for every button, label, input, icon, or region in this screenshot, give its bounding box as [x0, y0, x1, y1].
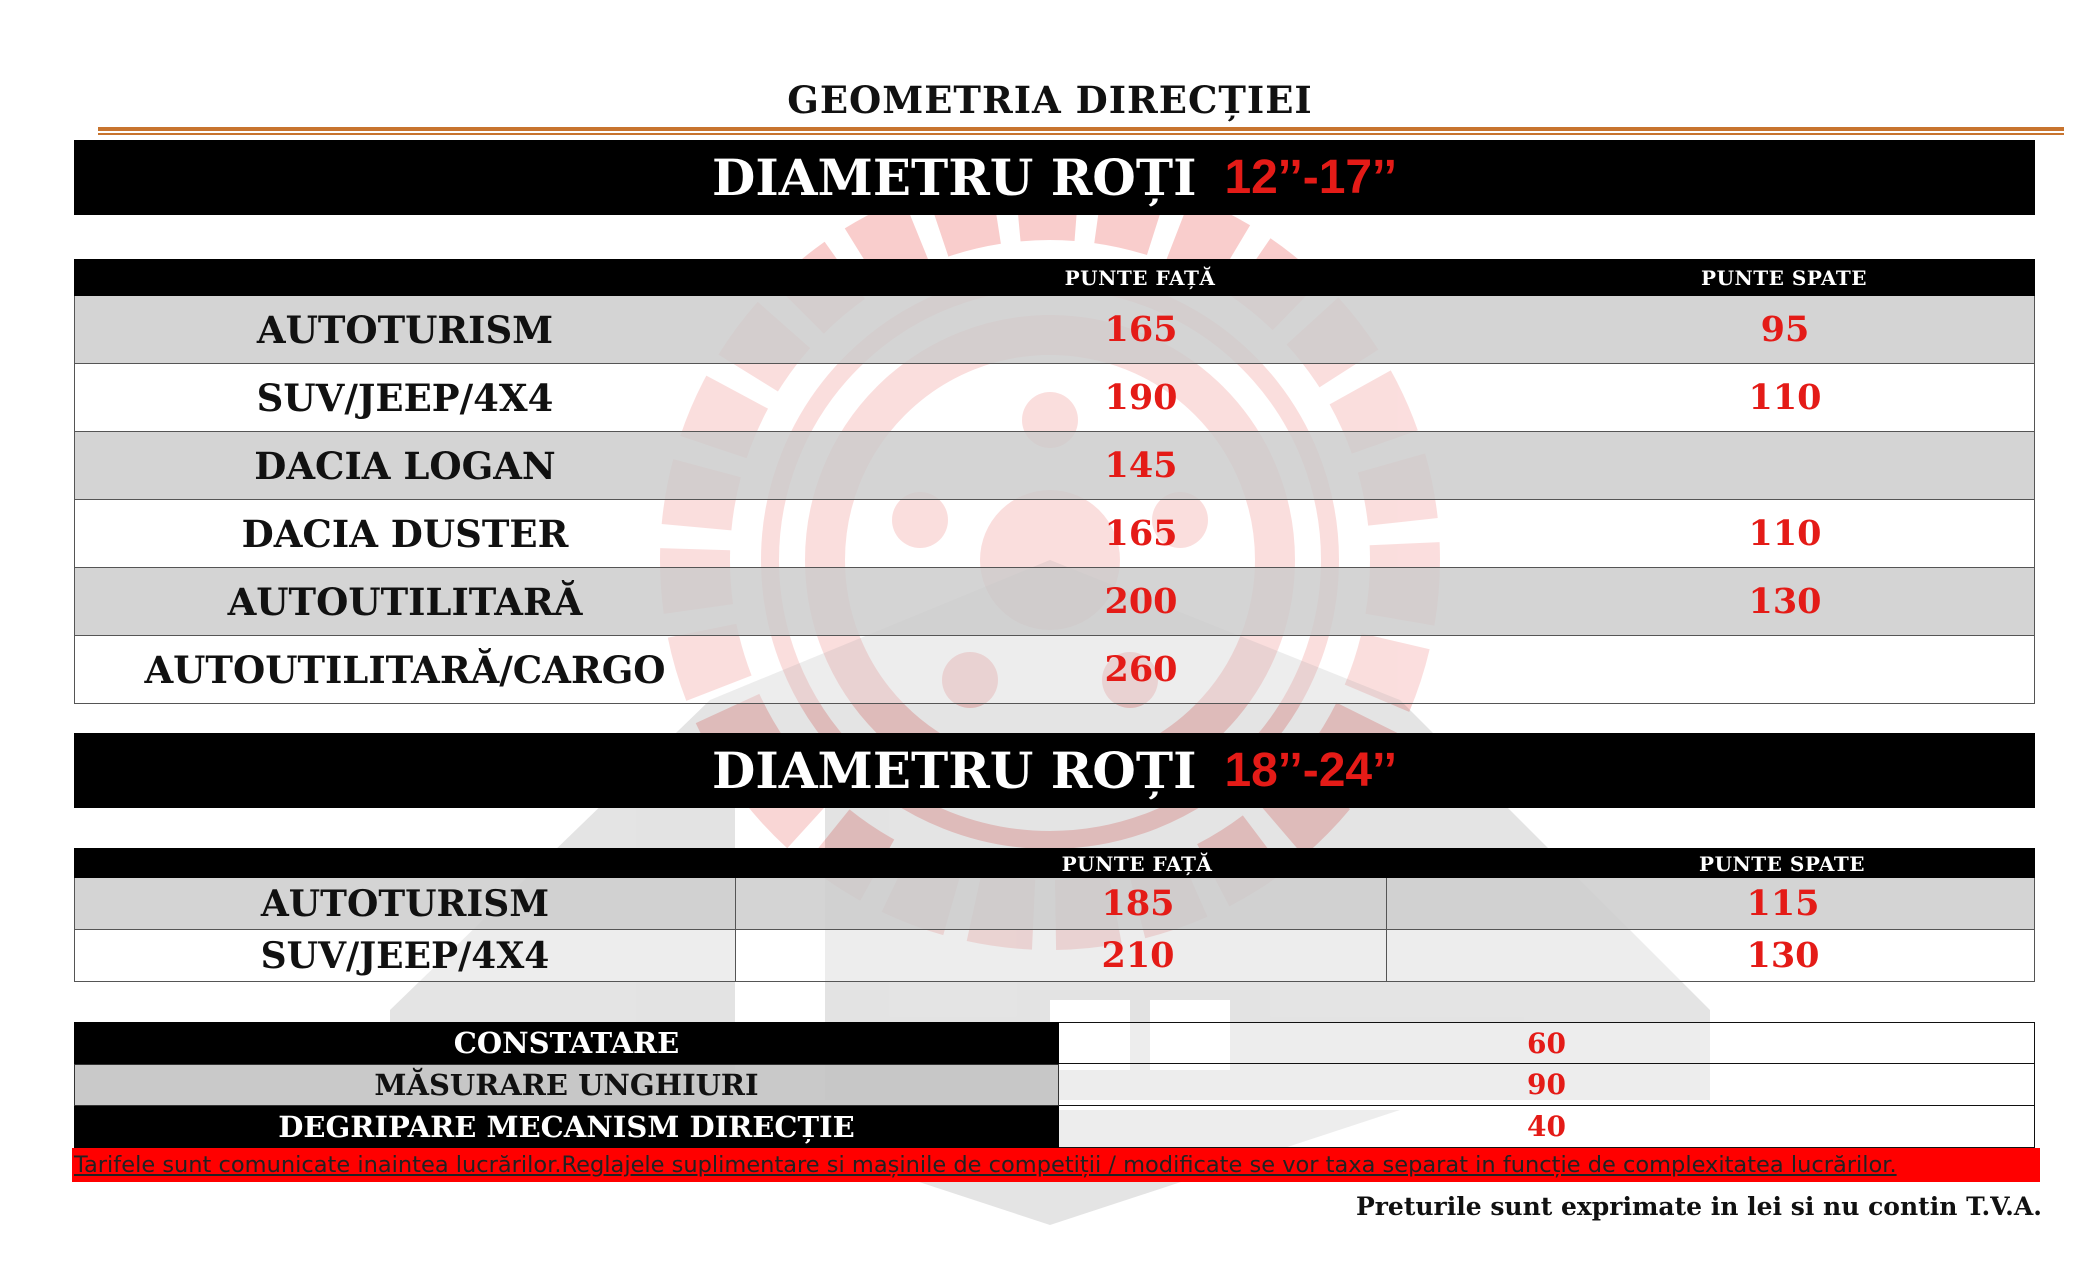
vehicle-type: DACIA LOGAN [254, 443, 556, 488]
page-title: GEOMETRIA DIRECȚIEI [787, 78, 1313, 122]
table-row [74, 878, 2035, 930]
front-axle-price: 145 [1104, 445, 1178, 486]
front-axle-price: 210 [1101, 935, 1175, 976]
column-header-rear: PUNTE SPATE [1699, 852, 1865, 876]
vehicle-type: SUV/JEEP/4X4 [260, 934, 550, 977]
rear-axle-price [1585, 432, 1985, 499]
title-underline-thin [98, 133, 2064, 135]
front-axle-price: 190 [1104, 377, 1178, 418]
disclaimer-bar: Tarifele sunt comunicate inaintea lucrărilor.Reglajele suplimentare si mașinile de competiții / modificate se vor taxa separat in funcție de complexitatea lucrărilor. [72, 1148, 2040, 1182]
service-price: 90 [1059, 1064, 2035, 1106]
column-header-front: PUNTE FAȚĂ [1064, 266, 1216, 290]
table-row [74, 568, 2035, 636]
section2-range: 18’’-24’’ [1224, 744, 1398, 797]
vehicle-type: AUTOUTILITARĂ [227, 579, 583, 624]
front-axle-price: 200 [1104, 581, 1178, 622]
rear-axle-price [1585, 636, 1985, 703]
table-row [74, 296, 2035, 364]
table-row [74, 432, 2035, 500]
vehicle-type: SUV/JEEP/4X4 [256, 375, 554, 420]
section2-heading: DIAMETRU ROȚI [711, 741, 1197, 800]
section2-heading-band [74, 733, 2035, 808]
service-row [74, 1022, 2035, 1064]
vat-note: Preturile sunt exprimate in lei si nu contin T.V.A. [1355, 1192, 2042, 1221]
rear-axle-price: 130 [1748, 581, 1822, 622]
rear-axle-price: 130 [1746, 935, 1820, 976]
section2-table-header [74, 848, 2035, 878]
vehicle-type: DACIA DUSTER [241, 511, 569, 556]
table-row [74, 636, 2035, 704]
service-price: 60 [1059, 1022, 2035, 1064]
rear-axle-price: 95 [1760, 309, 1810, 350]
vehicle-type: AUTOUTILITARĂ/CARGO [144, 647, 666, 692]
title-underline [98, 127, 2064, 131]
section1-heading: DIAMETRU ROȚI [711, 148, 1197, 207]
vehicle-type: AUTOTURISM [260, 882, 550, 925]
vehicle-type: AUTOTURISM [256, 307, 554, 352]
front-axle-price: 165 [1104, 513, 1178, 554]
service-price: 40 [1059, 1106, 2035, 1148]
section2-price-table [74, 848, 2035, 982]
section1-table-header [74, 259, 2035, 296]
table-row [74, 500, 2035, 568]
column-header-rear: PUNTE SPATE [1701, 266, 1867, 290]
rear-axle-price: 115 [1746, 883, 1820, 924]
column-header-front: PUNTE FAȚĂ [1061, 852, 1213, 876]
section1-price-table [74, 259, 2035, 704]
section1-range: 12’’-17’’ [1224, 151, 1398, 204]
rear-axle-price: 110 [1748, 513, 1822, 554]
service-label: DEGRIPARE MECANISM DIRECȚIE [74, 1106, 1059, 1148]
front-axle-price: 165 [1104, 309, 1178, 350]
section1-heading-band [74, 140, 2035, 215]
front-axle-price: 185 [1101, 883, 1175, 924]
rear-axle-price: 110 [1748, 377, 1822, 418]
service-label: CONSTATARE [74, 1022, 1059, 1064]
table-row [74, 930, 2035, 982]
front-axle-price: 260 [1104, 649, 1178, 690]
service-label: MĂSURARE UNGHIURI [74, 1064, 1059, 1106]
table-row [74, 364, 2035, 432]
service-row [74, 1106, 2035, 1148]
service-row [74, 1064, 2035, 1106]
services-table [74, 1022, 2035, 1148]
